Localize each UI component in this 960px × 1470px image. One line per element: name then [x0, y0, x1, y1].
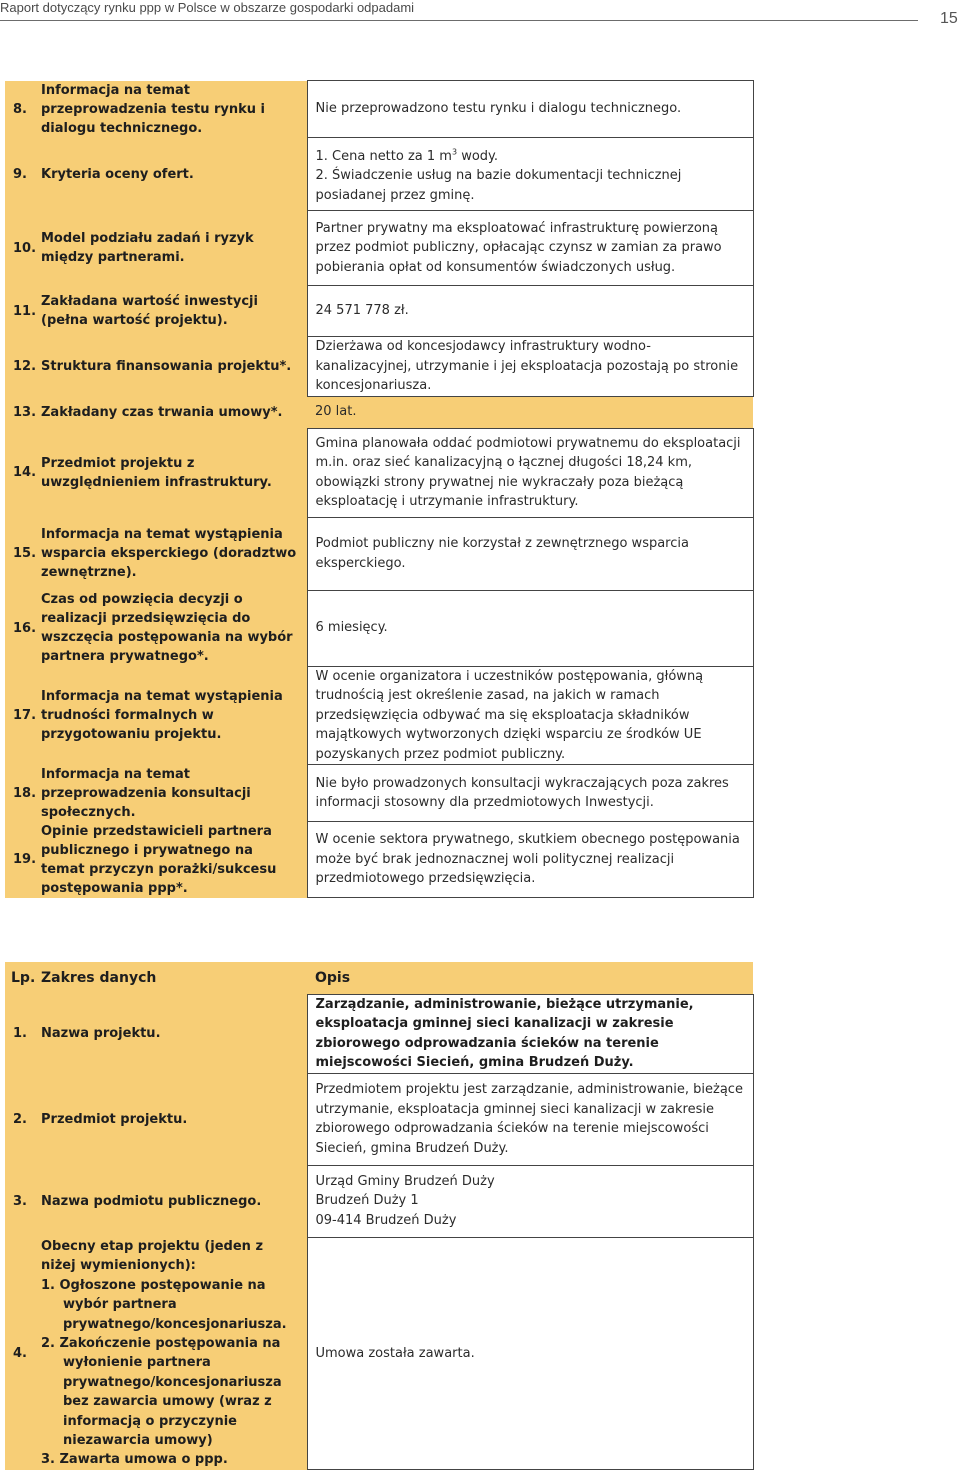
row-value: 6 miesięcy.: [307, 590, 753, 666]
criterion-2: 2. Świadczenie usług na bazie dokumentacji technicznej posiadanej przez gminę.: [315, 168, 682, 203]
row-number: 16.: [5, 590, 37, 666]
address-line: Brudzeń Duży 1: [315, 1193, 419, 1209]
column-header-scope: Zakres danych: [37, 962, 307, 994]
row-label: Informacja na temat przeprowadzenia konsultacji społecznych.: [37, 765, 307, 822]
row-number: 4.: [5, 1237, 37, 1470]
row-number: 10.: [5, 211, 37, 286]
row-number: 18.: [5, 765, 37, 822]
public-entity-address: [307, 1165, 753, 1237]
row-number: 13.: [5, 396, 37, 428]
page-number: 15: [940, 10, 958, 27]
table-row: [5, 211, 753, 286]
row-label: Przedmiot projektu z uwzględnieniem infrastruktury.: [37, 428, 307, 517]
stage-option: 1. Ogłoszone postępowanie na wybór partnera prywatnego/koncesjonariusza.: [41, 1277, 287, 1332]
running-header-title: Raport dotyczący rynku ppp w Polsce w obszarze gospodarki odpadami: [0, 0, 415, 15]
table-row: [5, 517, 753, 590]
row-label: Informacja na temat wystąpienia trudności formalnych w przygotowaniu projektu.: [37, 666, 307, 765]
row-number: 11.: [5, 286, 37, 337]
row-label: Nazwa podmiotu publicznego.: [37, 1165, 307, 1237]
stage-option: 3. Zawarta umowa o ppp.: [41, 1452, 228, 1468]
table-row: [5, 138, 753, 211]
column-header-lp: Lp.: [5, 962, 37, 994]
table-row: [5, 286, 753, 337]
table-row: [5, 428, 753, 517]
row-value: Przedmiotem projektu jest zarządzanie, administrowanie, bieżące utrzymanie, eksploatacja gminnej sieci kanalizacji w zakresie zbiorowego odprowadzania ścieków na terenie miejscowości Siecień, gmina Brudzeń Duży.: [307, 1073, 753, 1165]
table-row: [5, 1237, 753, 1470]
row-number: 19.: [5, 822, 37, 898]
row-number: 17.: [5, 666, 37, 765]
row-value: [307, 138, 753, 211]
row-label: Zakładany czas trwania umowy*.: [37, 396, 307, 428]
row-value: Nie było prowadzonych konsultacji wykraczających poza zakres informacji stosowny dla przedmiotowych Inwestycji.: [307, 765, 753, 822]
row-label: Model podziału zadań i ryzyk między partnerami.: [37, 211, 307, 286]
row-label: Informacja na temat wystąpienia wsparcia eksperckiego (doradztwo zewnętrzne).: [37, 517, 307, 590]
row-number: 14.: [5, 428, 37, 517]
stage-option: 2. Zakończenie postępowania na wyłonienie partnera prywatnego/koncesjonariusza bez zawarcia umowy (wraz z informacją o przyczynie niezawarcia umowy): [41, 1336, 282, 1449]
table-row: [5, 822, 753, 898]
table-row: [5, 1073, 753, 1165]
table-row: [5, 666, 753, 765]
table-row: [5, 590, 753, 666]
address-line: 09-414 Brudzeń Duży: [315, 1212, 457, 1228]
project-details-table-continued: [5, 80, 754, 898]
criterion-1: 1. Cena netto za 1 $m^3$ wody.: [315, 147, 499, 164]
stage-intro: Obecny etap projektu (jeden z niżej wymienionych):: [41, 1239, 264, 1274]
row-number: 12.: [5, 337, 37, 397]
row-value: Podmiot publiczny nie korzystał z zewnętrznego wsparcia eksperckiego.: [307, 517, 753, 590]
table-header-row: [5, 962, 753, 994]
row-label: Opinie przedstawicieli partnera publicznego i prywatnego na temat przyczyn porażki/sukcesu postępowania ppp*.: [37, 822, 307, 898]
row-number: 2.: [5, 1073, 37, 1165]
table-row: [5, 337, 753, 397]
table-row: [5, 396, 753, 428]
row-value: 20 lat.: [307, 396, 753, 428]
row-number: 9.: [5, 138, 37, 211]
row-label: Przedmiot projektu.: [37, 1073, 307, 1165]
row-label: Struktura finansowania projektu*.: [37, 337, 307, 397]
row-number: 1.: [5, 994, 37, 1073]
row-label: Kryteria oceny ofert.: [37, 138, 307, 211]
row-value: Partner prywatny ma eksploatować infrastrukturę powierzoną przez podmiot publiczny, opłacając czynsz w zamian za prawo pobierania opłat od konsumentów świadczonych usług.: [307, 211, 753, 286]
address-line: Urząd Gminy Brudzeń Duży: [315, 1173, 495, 1189]
table-row: [5, 765, 753, 822]
row-label: [37, 1237, 307, 1470]
table-row: [5, 1165, 753, 1237]
row-value: 24 571 778 zł.: [307, 286, 753, 337]
row-label: Zakładana wartość inwestycji (pełna wartość projektu).: [37, 286, 307, 337]
row-value: W ocenie organizatora i uczestników postępowania, główną trudnością jest określenie zasad, na jakich w ramach przedsięwzięcia odbywać ma się eksploatacja składników majątkowych wytworzonych dzięki wsparciu ze środków UE pozyskanych przez podmiot publiczny.: [307, 666, 753, 765]
row-value: Dzierżawa od koncesjodawcy infrastruktury wodno-kanalizacyjnej, utrzymanie i jej eksploatacja pozostają po stronie koncesjonariusza.: [307, 337, 753, 397]
row-value: W ocenie sektora prywatnego, skutkiem obecnego postępowania może być brak jednoznacznej woli politycznej realizacji przedmiotowego przedsięwzięcia.: [307, 822, 753, 898]
row-number: 3.: [5, 1165, 37, 1237]
table-row: [5, 994, 753, 1073]
row-value: Umowa została zawarta.: [307, 1237, 753, 1470]
row-value: Gmina planowała oddać podmiotowi prywatnemu do eksploatacji m.in. oraz sieć kanalizacyjną o łącznej długości 18,24 km, obowiązki strony prywatnej nie wykraczały poza bieżącą eksploatację i utrzymanie infrastruktury.: [307, 428, 753, 517]
project-summary-table: [5, 962, 754, 1470]
table-row: [5, 81, 753, 138]
row-label: Czas od powzięcia decyzji o realizacji przedsięwzięcia do wszczęcia postępowania na wybór partnera prywatnego*.: [37, 590, 307, 666]
row-value: Nie przeprowadzono testu rynku i dialogu technicznego.: [307, 81, 753, 138]
row-label: Nazwa projektu.: [37, 994, 307, 1073]
header-rule: [0, 20, 918, 21]
row-number: 8.: [5, 81, 37, 138]
project-name-value: Zarządzanie, administrowanie, bieżące utrzymanie, eksploatacja gminnej sieci kanalizacji w zakresie zbiorowego odprowadzania ścieków na terenie miejscowości Siecień, gmina Brudzeń Duży.: [307, 994, 753, 1073]
row-label: Informacja na temat przeprowadzenia testu rynku i dialogu technicznego.: [37, 81, 307, 138]
row-number: 15.: [5, 517, 37, 590]
column-header-description: Opis: [307, 962, 753, 994]
